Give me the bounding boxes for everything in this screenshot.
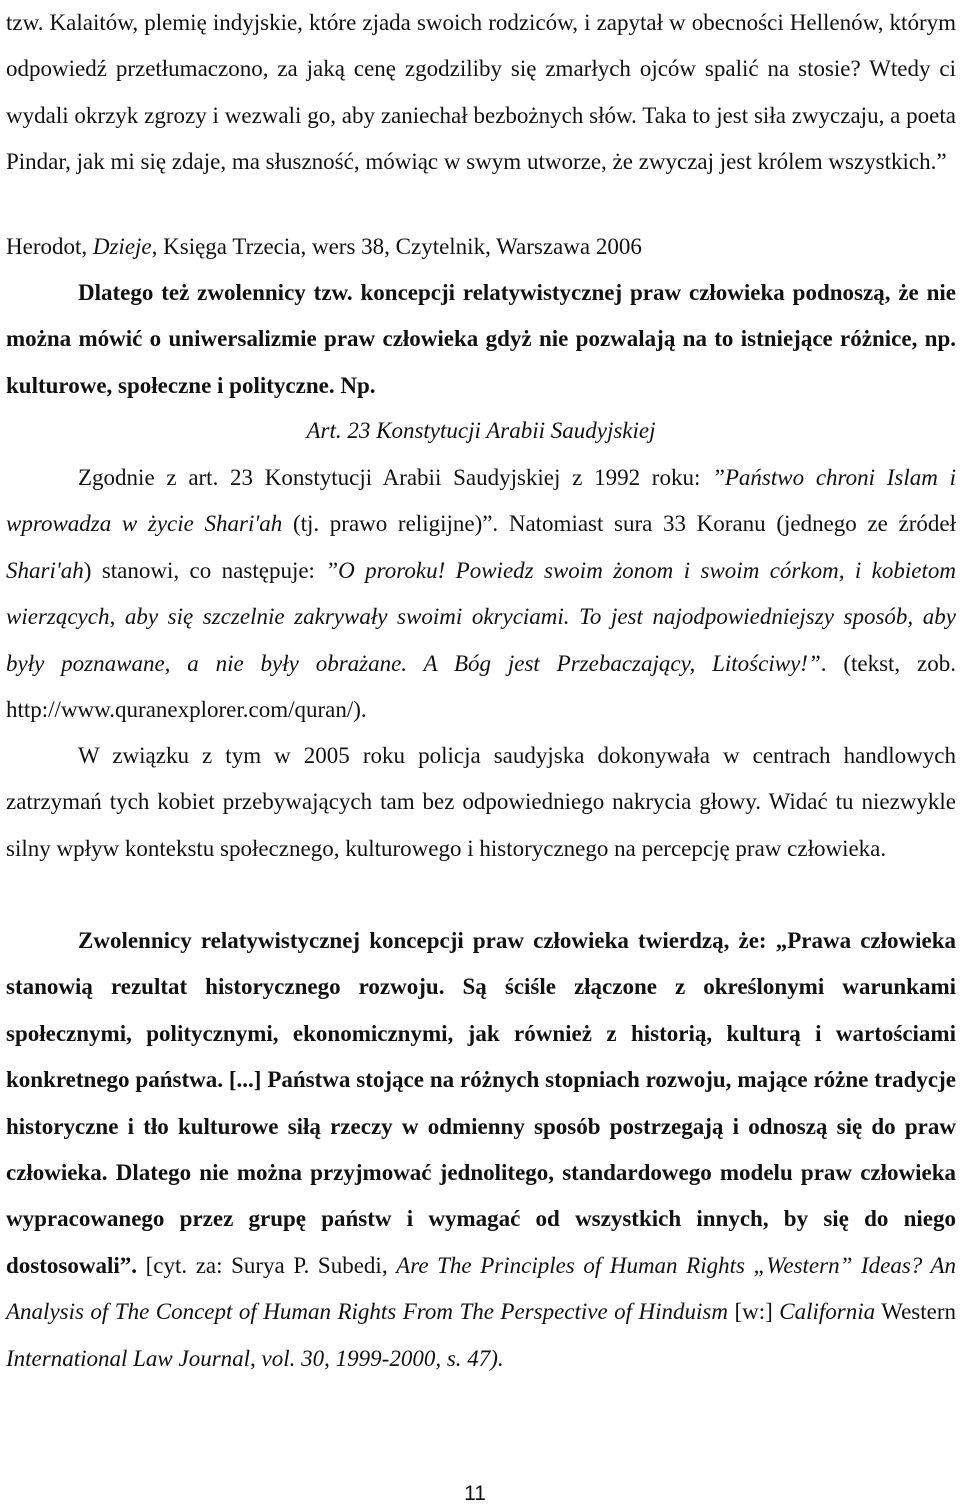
- herodotus-quote: [6, 0, 956, 186]
- police-paragraph: [6, 733, 956, 872]
- journal-details: International Law Journal, vol. 30, 1999-2000, s. 47).: [6, 1345, 504, 1371]
- citation-author: Herodot,: [6, 234, 93, 259]
- journal-name-part2: Western: [875, 1299, 956, 1325]
- citation-work-title: Dzieje: [92, 234, 152, 259]
- saudi-middle: (tj. prawo religijne)”. Natomiast sura 33 Koranu (jednego ze źródeł: [282, 511, 956, 537]
- quran-quote: ”O proroku! Powiedz swoim żonom i swoim córkom, i kobietom wierzących, aby się szczelnie zakrywały swoimi okryciami. To jest najodpowiedniejszy sposób, aby były poznawane, a nie były obrażane. A Bóg jest Przebaczający, Litościwy!”: [6, 557, 956, 676]
- subedi-paragraph: [6, 918, 956, 1382]
- document-page: [6, 0, 956, 1509]
- subedi-cite-intro: [cyt. za: Surya P. Subedi,: [137, 1252, 397, 1278]
- article-heading: Art. 23 Konstytucji Arabii Saudyjskiej: [306, 418, 656, 443]
- relativism-paragraph: [6, 270, 956, 409]
- police-text: W związku z tym w 2005 roku policja saudyjska dokonywała w centrach handlowych zatrzymań tych kobiet przebywających tam bez odpowiedniego nakrycia głowy. Widać tu niezwykle silny wpływ kontekstu społecznego, kulturowego i historycznego na percepcję praw człowieka.: [6, 743, 956, 861]
- source-reference: . (tekst, zob. http://www.quranexplorer.com/quran/).: [6, 650, 956, 723]
- subedi-article-title: Are The Principles of Human Rights „Western” Ideas? An Analysis of The Concept of Human Rights From The Perspective of Hinduism: [6, 1252, 956, 1325]
- sura-intro: ) stanowi, co następuje:: [83, 557, 326, 583]
- saudi-constitution-paragraph: [6, 455, 956, 733]
- quote-text: tzw. Kalaitów, plemię indyjskie, które zjada swoich rodziców, i zapytał w obecności Hellenów, którym odpowiedź przetłumaczono, za jaką cenę zgodziliby się zmarłych ojców spalić na stosie? Wtedy ci wydali okrzyk zgrozy i wezwali go, aby zaniechał bezbożnych słów. Taka to jest siła zwyczaju, a poeta Pindar, jak mi się zdaje, ma słuszność, mówiąc w swym utworze, że zwyczaj jest królem wszystkich.”: [6, 10, 956, 175]
- constitution-quote: ”Państwo chroni Islam i wprowadza w życie Shari'ah: [6, 465, 956, 537]
- journal-name-part1: California: [779, 1299, 876, 1325]
- citation-details: , Księga Trzecia, wers 38, Czytelnik, Warszawa 2006: [151, 234, 642, 259]
- subedi-in: [w:]: [728, 1299, 780, 1325]
- relativist-claim: Zwolennicy relatywistycznej koncepcji praw człowieka twierdzą, że: „Prawa człowieka stanowią rezultat historycznego rozwoju. Są ściśle złączone z określonymi warunkami społecznymi, politycznymi, ekonomicznymi, jak również z historią, kulturą i wartościami konkretnego państwa. [...] Państwa stojące na różnych stopniach rozwoju, mające różne tradycje historyczne i tło kulturowe siłą rzeczy w odmienny sposób postrzegają i odnoszą się do praw człowieka. Dlatego nie można przyjmować jednolitego, standardowego modelu praw człowieka wypracowanego przez grupę państw i wymagać od wszystkich innych, by się do niego dostosowali”.: [6, 928, 956, 1278]
- page-number: 11: [464, 1482, 486, 1505]
- shariah-term: Shari'ah: [6, 557, 84, 583]
- saudi-intro: Zgodnie z art. 23 Konstytucji Arabii Saudyjskiej z 1992 roku:: [78, 465, 713, 490]
- relativism-text: Dlatego też zwolennicy tzw. koncepcji relatywistycznej praw człowieka podnoszą, że nie można mówić o uniwersalizmie praw człowieka gdyż nie pozwalają na to istniejące różnice, np. kulturowe, społeczne i polityczne. Np.: [6, 280, 956, 398]
- quote-citation: [6, 224, 956, 270]
